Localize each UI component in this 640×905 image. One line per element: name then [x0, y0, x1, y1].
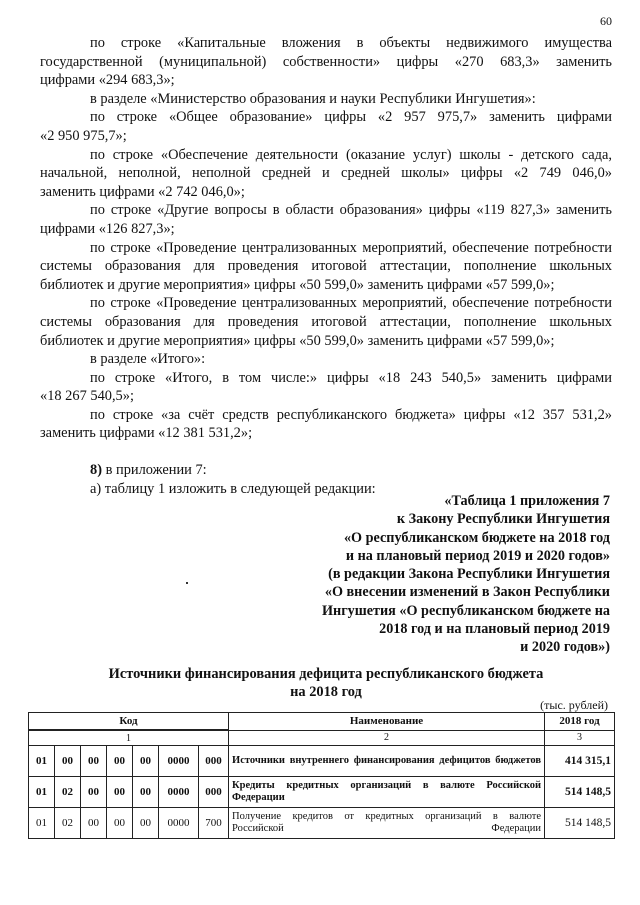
financing-table — [28, 712, 615, 839]
caption-line: 2018 год и на плановый период 2019 — [379, 621, 610, 638]
code-cell: 700 — [199, 808, 229, 839]
code-cell: 00 — [107, 808, 133, 839]
item-8a: а) таблицу 1 изложить в следующей редакции: — [90, 480, 376, 497]
code-cell: 0000 — [159, 777, 199, 808]
column-number-row — [29, 730, 615, 746]
header-name: Наименование — [229, 713, 545, 731]
amendment-text — [40, 34, 612, 498]
spacer — [40, 443, 612, 461]
paragraph-line: по строке «Итого, в том числе:» цифры «18 243 540,5» заменить цифрами — [90, 369, 612, 386]
table-row — [29, 808, 615, 839]
code-cell: 01 — [29, 808, 55, 839]
caption-line: «Таблица 1 приложения 7 — [444, 493, 610, 509]
paragraph-line: цифрами «294 683,3»; — [40, 72, 175, 89]
code-cell: 00 — [133, 777, 159, 808]
column-number: 1 — [29, 730, 229, 746]
code-cell: 01 — [29, 746, 55, 777]
paragraph-line: библиотек и другие мероприятия» цифры «50 599,0» заменить цифрами «57 599,0»; — [40, 332, 555, 349]
paragraph-line: по строке «Проведение централизованных мероприятий, обеспечение потребности — [90, 295, 612, 312]
paragraph-line: «18 267 540,5»; — [40, 388, 134, 405]
code-cell: 00 — [81, 808, 107, 839]
item-8-text: в приложении 7: — [102, 462, 207, 479]
header-year: 2018 год — [545, 713, 615, 731]
code-cell: 00 — [81, 746, 107, 777]
caption-line: «О внесении изменений в Закон Республики — [324, 584, 610, 601]
table-header-row — [29, 713, 615, 731]
paragraph-line: в разделе «Итого»: — [90, 351, 206, 368]
paragraph-line: по строке «Проведение централизованных мероприятий, обеспечение потребности — [90, 239, 612, 256]
paragraph-line: цифрами «126 827,3»; — [40, 220, 175, 237]
paragraph-line: заменить цифрами «2 742 046,0»; — [40, 183, 245, 200]
scan-speck — [186, 582, 188, 584]
caption-line: и 2020 годов») — [520, 639, 610, 656]
paragraph-line: государственной (муниципальной) собственности» цифры «270 683,3» заменить — [40, 53, 612, 70]
paragraph-line: начальной, неполной, неполной средней и средней школы» цифры «2 749 046,0» — [40, 165, 612, 182]
name-cell: Источники внутреннего финансирования дефицитов бюджетов — [229, 746, 545, 777]
code-cell: 000 — [199, 777, 229, 808]
table-title — [40, 666, 612, 701]
header-code: Код — [29, 713, 229, 731]
item-8-number: 8) — [90, 462, 102, 479]
paragraph-line: по строке «Капитальные вложения в объекты недвижимого имущества — [90, 35, 612, 51]
value-cell: 514 148,5 — [545, 777, 615, 808]
table-row — [29, 746, 615, 777]
table-title-line: Источники финансирования дефицита республиканского бюджета — [108, 666, 544, 682]
caption-line: к Закону Республики Ингушетия — [396, 511, 610, 528]
code-cell: 00 — [133, 746, 159, 777]
code-cell: 0000 — [159, 746, 199, 777]
column-number: 3 — [545, 730, 615, 746]
code-cell: 0000 — [159, 808, 199, 839]
code-cell: 01 — [29, 777, 55, 808]
code-cell: 02 — [55, 808, 81, 839]
code-cell: 00 — [107, 746, 133, 777]
name-cell: Кредиты кредитных организаций в валюте Российской Федерации — [229, 777, 545, 808]
table-row — [29, 777, 615, 808]
amendment-paragraphs — [40, 34, 612, 443]
paragraph-line: по строке «за счёт средств республиканского бюджета» цифры «12 357 531,2» — [90, 406, 612, 423]
paragraph-line: по строке «Обеспечение деятельности (оказание услуг) школы - детского сада, — [90, 146, 612, 163]
code-cell: 00 — [81, 777, 107, 808]
caption-line: (в редакции Закона Республики Ингушетия — [328, 566, 610, 583]
paragraph-line: «2 950 975,7»; — [40, 127, 127, 144]
name-cell: Получение кредитов от кредитных организаций в валюте Российской Федерации — [229, 808, 545, 839]
caption-line: и на плановый период 2019 и 2020 годов» — [345, 547, 610, 564]
item-8 — [40, 461, 612, 480]
paragraph-line: системы образования для проведения итоговой аттестации, пополнение школьных — [40, 258, 612, 275]
page-number: 60 — [600, 14, 612, 28]
code-cell: 02 — [55, 777, 81, 808]
column-number: 2 — [229, 730, 545, 746]
table-caption — [290, 492, 610, 657]
paragraph-line: по строке «Другие вопросы в области образования» цифры «119 827,3» заменить — [90, 202, 612, 219]
paragraph-line: системы образования для проведения итоговой аттестации, пополнение школьных — [40, 313, 612, 330]
code-cell: 00 — [107, 777, 133, 808]
value-cell: 514 148,5 — [545, 808, 615, 839]
paragraph-line: в разделе «Министерство образования и науки Республики Ингушетия»: — [90, 90, 536, 107]
caption-line: «О республиканском бюджете на 2018 год — [343, 529, 610, 546]
code-cell: 00 — [133, 808, 159, 839]
caption-line: Ингушетия «О республиканском бюджете на — [321, 602, 610, 619]
paragraph-line: заменить цифрами «12 381 531,2»; — [40, 425, 253, 442]
value-cell: 414 315,1 — [545, 746, 615, 777]
code-cell: 00 — [55, 746, 81, 777]
code-cell: 000 — [199, 746, 229, 777]
units-label: (тыс. рублей) — [540, 698, 608, 712]
financing-table-body — [29, 713, 615, 839]
table-title-line: на 2018 год — [290, 683, 362, 700]
paragraph-line: библиотек и другие мероприятия» цифры «50 599,0» заменить цифрами «57 599,0»; — [40, 276, 555, 293]
paragraph-line: по строке «Общее образование» цифры «2 957 975,7» заменить цифрами — [90, 109, 612, 126]
